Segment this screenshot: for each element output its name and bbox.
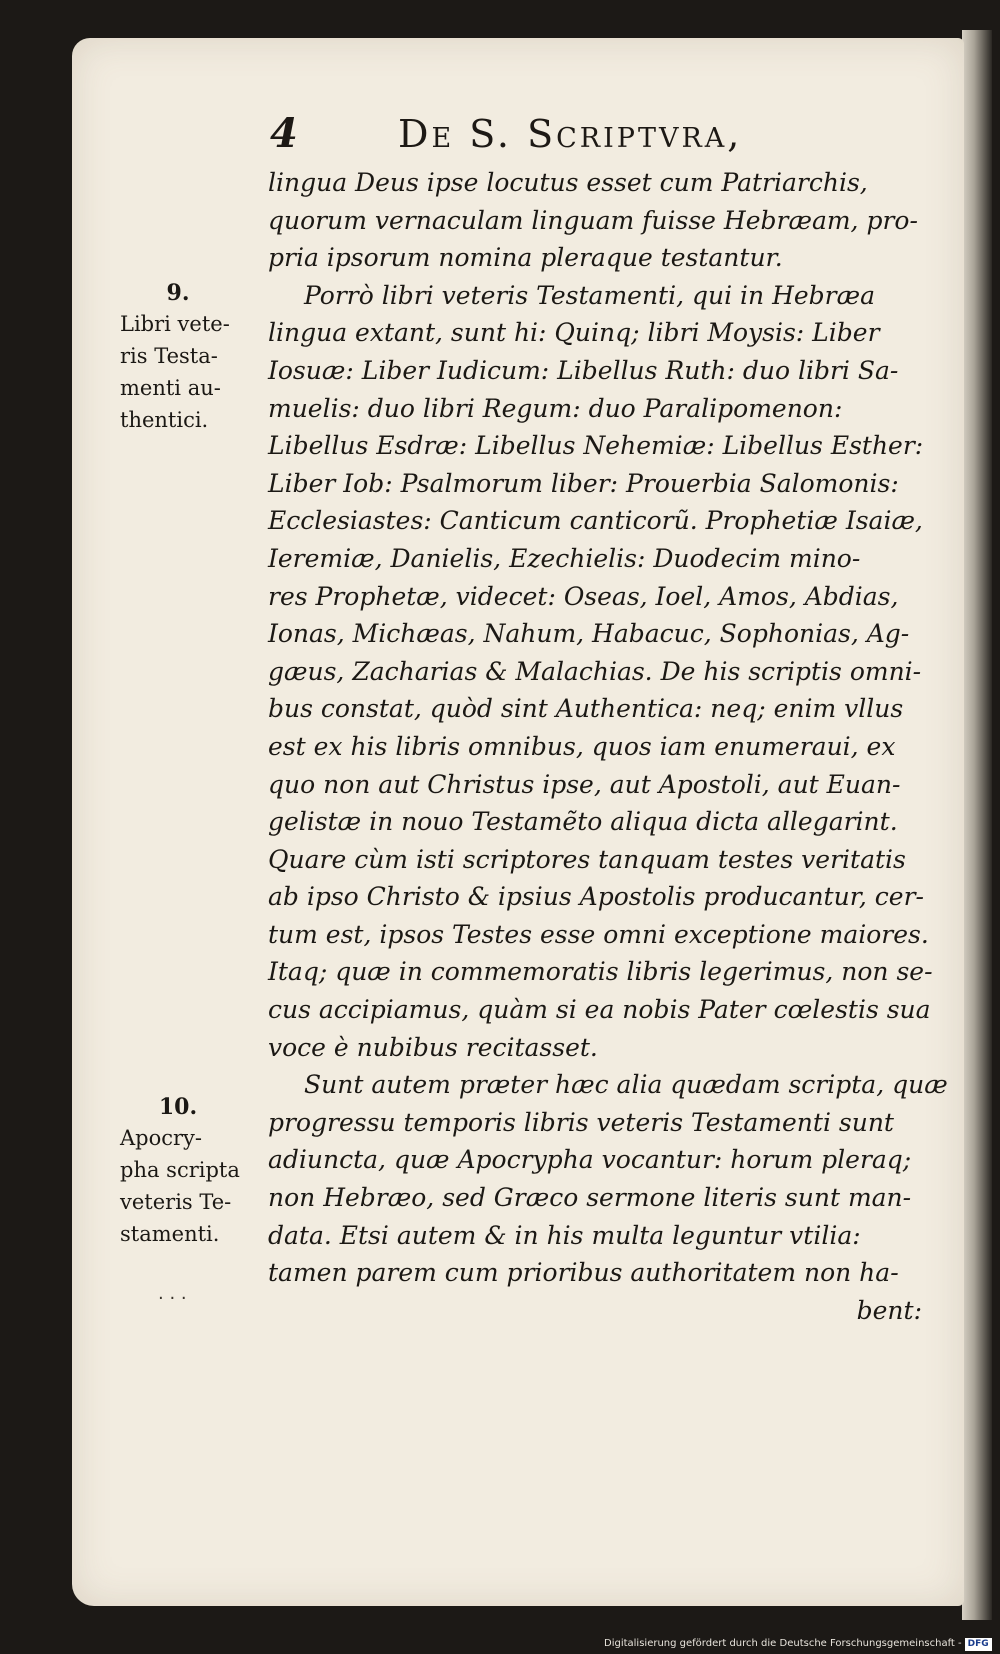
margin-note-line: pha scripta xyxy=(120,1158,240,1182)
text-line: Quare cùm isti scriptores tanquam testes veritatis xyxy=(268,844,906,874)
book-fore-edge xyxy=(962,30,992,1620)
text-line: pria ipsorum nomina pleraque testantur. xyxy=(268,243,783,273)
text-line: Itaq; quæ in commemoratis libris legerimus, non se- xyxy=(268,957,933,987)
margin-note-line: thentici. xyxy=(120,408,209,432)
dfg-logo: DFG xyxy=(965,1638,992,1651)
text-line: Ecclesiastes: Canticum canticorũ. Prophetiæ Isaiæ, xyxy=(268,506,923,536)
page-number: 4 xyxy=(270,110,298,157)
margin-note-number: 9. xyxy=(166,280,190,306)
text-line: ab ipso Christo & ipsius Apostolis producantur, cer- xyxy=(268,882,924,912)
margin-note-line: ris Testa- xyxy=(120,344,218,368)
credit-text: Digitalisierung gefördert durch die Deutsche Forschungsgemeinschaft - xyxy=(604,1638,962,1649)
text-line: gelistæ in nouo Testamẽto aliqua dicta allegarint. xyxy=(268,807,898,837)
margin-note-10 xyxy=(120,1092,260,1250)
text-line: res Prophetæ, videcet: Oseas, Ioel, Amos, Abdias, xyxy=(268,581,899,611)
text-line: gæus, Zacharias & Malachias. De his scriptis omni- xyxy=(268,656,922,686)
digitization-credit xyxy=(604,1636,996,1652)
margin-note-9 xyxy=(120,278,260,436)
text-line: non Hebræo, sed Græco sermone literis sunt man- xyxy=(268,1183,912,1213)
text-line: lingua extant, sunt hi: Quinq; libri Moysis: Liber xyxy=(268,318,880,348)
text-line: lingua Deus ipse locutus esset cum Patriarchis, xyxy=(268,168,868,197)
text-line: voce è nubibus recitasset. xyxy=(268,1032,598,1062)
text-line: muelis: duo libri Regum: duo Paralipomenon: xyxy=(268,393,843,423)
text-line: Porrò libri veteris Testamenti, qui in Hebræa xyxy=(304,280,876,310)
margin-note-line: Libri vete- xyxy=(120,312,230,336)
margin-note-number: 10. xyxy=(158,1094,198,1120)
text-line: bent: xyxy=(856,1295,922,1325)
text-line: quo non aut Christus ipse, aut Apostoli, aut Euan- xyxy=(268,769,901,799)
margin-note-line: Apocry- xyxy=(120,1126,203,1150)
text-line: Ionas, Michæas, Nahum, Habacuc, Sophonias, Ag- xyxy=(268,619,910,649)
text-line: tamen parem cum prioribus authoritatem non ha- xyxy=(268,1258,899,1288)
margin-dots: · · · xyxy=(158,1288,187,1309)
text-line: Libellus Esdræ: Libellus Nehemiæ: Libellus Esther: xyxy=(268,431,924,461)
margin-note-line: menti au- xyxy=(120,376,221,400)
text-line: cus accipiamus, quàm si ea nobis Pater cœlestis sua xyxy=(268,995,931,1025)
text-line: progressu temporis libris veteris Testamenti sunt xyxy=(268,1107,894,1137)
text-line: tum est, ipsos Testes esse omni exceptione maiores. xyxy=(268,919,929,949)
text-line: data. Etsi autem & in his multa leguntur vtilia: xyxy=(268,1220,861,1250)
text-line: Iosuæ: Liber Iudicum: Libellus Ruth: duo libri Sa- xyxy=(268,355,899,385)
text-line: Ieremiæ, Danielis, Ezechielis: Duodecim mino- xyxy=(268,543,861,573)
text-line: quorum vernaculam linguam fuisse Hebræam, pro- xyxy=(268,205,918,235)
text-line: bus constat, quòd sint Authentica: neq; enim vllus xyxy=(268,694,904,724)
margin-note-line: veteris Te- xyxy=(120,1190,232,1214)
margin-note-line: stamenti. xyxy=(120,1222,220,1246)
running-head: De S. Scriptvra, xyxy=(398,112,743,156)
body-text xyxy=(268,164,948,1329)
text-line: Liber Iob: Psalmorum liber: Prouerbia Salomonis: xyxy=(268,468,899,498)
text-line: adiuncta, quæ Apocrypha vocantur: horum pleraq; xyxy=(268,1145,912,1175)
page-header xyxy=(262,108,902,164)
text-line: est ex his libris omnibus, quos iam enumeraui, ex xyxy=(268,731,896,761)
text-line: Sunt autem præter hæc alia quædam scripta, quæ xyxy=(304,1070,948,1100)
